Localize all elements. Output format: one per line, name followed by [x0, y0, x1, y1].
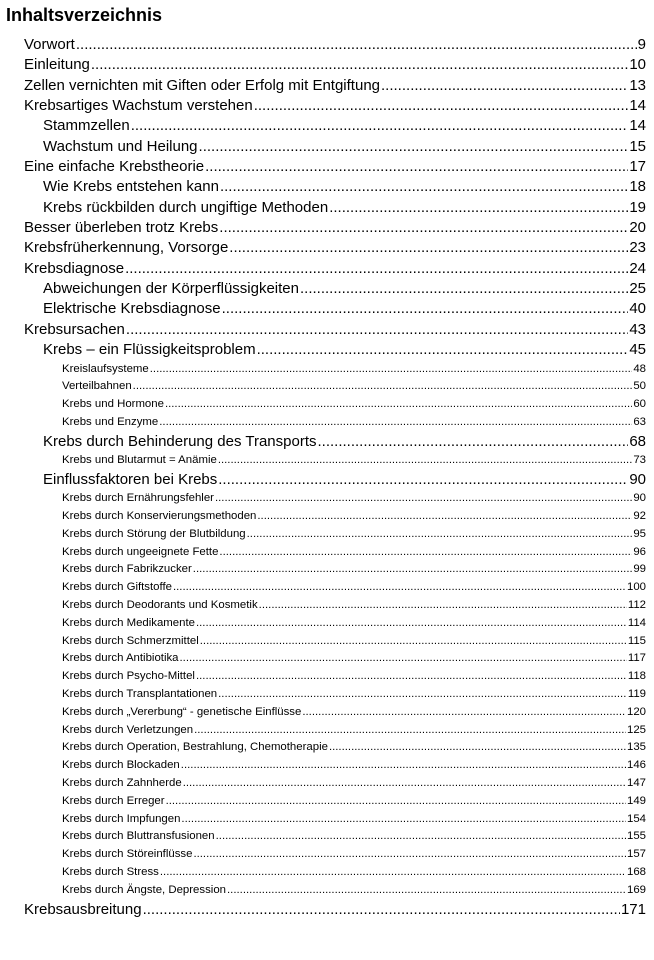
toc-entry-title: Krebs durch Behinderung des Transports: [43, 432, 317, 450]
toc-entry[interactable]: [6, 35, 646, 55]
toc-entry[interactable]: [6, 470, 646, 490]
toc-entry-page-number: 95: [633, 527, 646, 540]
toc-entry[interactable]: [6, 722, 646, 740]
toc-entry-page-number: 115: [627, 634, 646, 647]
toc-entry-page-number: 19: [629, 198, 646, 216]
toc-entry[interactable]: [6, 704, 646, 722]
toc-entry-page-number: 15: [629, 137, 646, 155]
toc-entry[interactable]: [6, 793, 646, 811]
toc-entry[interactable]: [6, 432, 646, 452]
toc-entry-page-number: 10: [629, 56, 646, 74]
dot-leader: [166, 793, 626, 811]
toc-entry[interactable]: [6, 633, 646, 651]
toc-entry-title: Krebs durch Giftstoffe: [62, 581, 172, 594]
dot-leader: [173, 579, 626, 597]
toc-entry-page-number: 73: [633, 454, 646, 467]
toc-entry[interactable]: [6, 340, 646, 360]
toc-entry-title: Krebs durch Operation, Bestrahlung, Chemotherapie: [62, 741, 328, 754]
toc-entry[interactable]: [6, 76, 646, 96]
toc-entry[interactable]: [6, 490, 646, 508]
toc-entry-page-number: 112: [627, 598, 646, 611]
toc-entry-title: Krebs durch Bluttransfusionen: [62, 830, 215, 843]
toc-entry[interactable]: [6, 116, 646, 136]
toc-entry[interactable]: [6, 828, 646, 846]
toc-entry-title: Krebs durch Blockaden: [62, 759, 180, 772]
toc-entry-title: Einleitung: [24, 56, 90, 74]
toc-list: [6, 35, 646, 920]
toc-entry[interactable]: [6, 452, 646, 470]
toc-entry-page-number: 168: [626, 865, 646, 878]
toc-entry-title: Krebs durch Transplantationen: [62, 687, 218, 700]
toc-entry-page-number: 48: [633, 362, 646, 375]
toc-entry-title: Krebs durch „Vererbung“ - genetische Einflüsse: [62, 705, 302, 718]
toc-entry-page-number: 63: [633, 415, 646, 428]
toc-entry[interactable]: [6, 55, 646, 75]
toc-entry[interactable]: [6, 198, 646, 218]
toc-entry-page-number: 9: [637, 36, 646, 53]
toc-entry-page-number: 171: [620, 900, 646, 918]
dot-leader: [218, 452, 633, 470]
dot-leader: [254, 96, 629, 116]
toc-entry[interactable]: [6, 900, 646, 920]
dot-leader: [125, 259, 628, 279]
toc-entry-title: Krebs durch Fabrikzucker: [62, 563, 192, 576]
dot-leader: [218, 686, 627, 704]
toc-entry-page-number: 45: [629, 341, 646, 359]
toc-entry[interactable]: [6, 882, 646, 900]
dot-leader: [329, 198, 628, 218]
toc-entry[interactable]: [6, 686, 646, 704]
dot-leader: [318, 432, 629, 452]
toc-entry-page-number: 92: [633, 509, 646, 522]
toc-entry-page-number: 100: [626, 581, 646, 594]
dot-leader: [222, 299, 629, 319]
dot-leader: [131, 116, 629, 136]
toc-entry-title: Krebs durch Antibiotika: [62, 652, 179, 665]
dot-leader: [219, 218, 628, 238]
dot-leader: [160, 864, 626, 882]
dot-leader: [381, 76, 628, 96]
toc-entry[interactable]: [6, 96, 646, 116]
dot-leader: [216, 828, 626, 846]
toc-entry-page-number: 114: [627, 616, 646, 629]
toc-entry-page-number: 99: [633, 563, 646, 576]
toc-entry-title: Stammzellen: [43, 117, 130, 135]
toc-entry-page-number: 146: [626, 759, 646, 772]
toc-entry-page-number: 40: [629, 300, 646, 318]
toc-entry-title: Zellen vernichten mit Giften oder Erfolg mit Entgiftung: [24, 76, 381, 94]
toc-entry-title: Krebs durch Erreger: [62, 794, 165, 807]
toc-entry[interactable]: [6, 218, 646, 238]
dot-leader: [181, 811, 626, 829]
toc-entry[interactable]: [6, 299, 646, 319]
toc-entry[interactable]: [6, 864, 646, 882]
toc-entry-page-number: 169: [626, 883, 646, 896]
dot-leader: [259, 597, 627, 615]
toc-entry[interactable]: [6, 279, 646, 299]
toc-entry-title: Krebs durch Psycho-Mittel: [62, 670, 195, 683]
toc-entry-title: Krebsfrüherkennung, Vorsorge: [24, 239, 229, 257]
dot-leader: [193, 561, 633, 579]
toc-entry[interactable]: [6, 508, 646, 526]
dot-leader: [159, 414, 632, 432]
toc-entry[interactable]: [6, 157, 646, 177]
toc-entry-title: Abweichungen der Körperflüssigkeiten: [43, 280, 299, 298]
toc-entry[interactable]: [6, 579, 646, 597]
dot-leader: [215, 490, 632, 508]
toc-entry-title: Krebs durch Konservierungsmethoden: [62, 509, 257, 522]
page-title: Inhaltsverzeichnis: [6, 5, 163, 25]
toc-entry-page-number: 90: [629, 470, 646, 488]
toc-entry-page-number: 24: [629, 259, 646, 277]
toc-entry-title: Eine einfache Krebstheorie: [24, 158, 205, 176]
toc-entry[interactable]: [6, 739, 646, 757]
dot-leader: [76, 35, 637, 55]
toc-entry-title: Einflussfaktoren bei Krebs: [43, 470, 218, 488]
toc-entry[interactable]: [6, 177, 646, 197]
toc-entry[interactable]: [6, 378, 646, 396]
toc-entry[interactable]: [6, 650, 646, 668]
dot-leader: [220, 177, 628, 197]
toc-entry-page-number: 50: [633, 380, 646, 393]
toc-entry[interactable]: [6, 561, 646, 579]
toc-entry-title: Krebs durch Störeinflüsse: [62, 848, 193, 861]
toc-entry-title: Krebsartiges Wachstum verstehen: [24, 97, 253, 115]
dot-leader: [143, 900, 620, 920]
toc-entry-title: Krebs durch Stress: [62, 865, 159, 878]
dot-leader: [133, 378, 633, 396]
dot-leader: [183, 775, 626, 793]
toc-entry-page-number: 90: [633, 492, 646, 505]
toc-entry-title: Wachstum und Heilung: [43, 137, 198, 155]
toc-entry[interactable]: [6, 137, 646, 157]
toc-entry[interactable]: [6, 320, 646, 340]
toc-entry-page-number: 119: [627, 687, 646, 700]
dot-leader: [196, 615, 627, 633]
toc-entry-title: Krebs durch Medikamente: [62, 616, 195, 629]
toc-entry[interactable]: [6, 775, 646, 793]
toc-entry-title: Krebs und Blutarmut = Anämie: [62, 454, 217, 467]
toc-entry-title: Krebs und Enzyme: [62, 415, 159, 428]
toc-entry-page-number: 43: [629, 320, 646, 338]
dot-leader: [194, 722, 626, 740]
dot-leader: [257, 340, 629, 360]
toc-entry[interactable]: [6, 597, 646, 615]
dot-leader: [219, 544, 632, 562]
toc-entry-page-number: 149: [626, 794, 646, 807]
toc-entry-title: Krebsausbreitung: [24, 900, 142, 918]
dot-leader: [193, 846, 626, 864]
toc-entry-page-number: 14: [629, 97, 646, 115]
toc-entry-title: Krebs durch Ernährungsfehler: [62, 492, 214, 505]
toc-entry-page-number: 96: [633, 545, 646, 558]
toc-entry-title: Krebs rückbilden durch ungiftige Methoden: [43, 198, 329, 216]
dot-leader: [199, 137, 629, 157]
toc-entry[interactable]: [6, 396, 646, 414]
dot-leader: [218, 470, 628, 490]
toc-entry-page-number: 20: [629, 219, 646, 237]
toc-entry-page-number: 157: [626, 848, 646, 861]
toc-entry[interactable]: [6, 544, 646, 562]
toc-entry[interactable]: [6, 846, 646, 864]
toc-entry[interactable]: [6, 361, 646, 379]
toc-entry-page-number: 17: [629, 158, 646, 176]
toc-entry-title: Krebs durch Schmerzmittel: [62, 634, 199, 647]
toc-entry-title: Krebs durch Verletzungen: [62, 723, 194, 736]
toc-entry[interactable]: [6, 811, 646, 829]
dot-leader: [180, 650, 627, 668]
toc-entry-page-number: 117: [627, 652, 646, 665]
dot-leader: [229, 238, 628, 258]
toc-entry-title: Krebs durch Deodorants und Kosmetik: [62, 598, 258, 611]
toc-entry-title: Krebs durch Störung der Blutbildung: [62, 527, 246, 540]
toc-entry-page-number: 155: [626, 830, 646, 843]
dot-leader: [227, 882, 626, 900]
toc-entry-title: Krebs und Hormone: [62, 398, 164, 411]
toc-entry[interactable]: [6, 668, 646, 686]
dot-leader: [300, 279, 628, 299]
toc-entry-page-number: 118: [627, 670, 646, 683]
toc-entry-page-number: 154: [626, 812, 646, 825]
toc-entry-title: Krebs durch ungeeignete Fette: [62, 545, 219, 558]
toc-entry[interactable]: [6, 259, 646, 279]
toc-entry-page-number: 14: [629, 117, 646, 135]
toc-entry-title: Krebsdiagnose: [24, 259, 125, 277]
toc-entry-page-number: 25: [629, 280, 646, 298]
toc-entry-title: Krebs durch Zahnherde: [62, 776, 182, 789]
toc-entry[interactable]: [6, 526, 646, 544]
toc-entry[interactable]: [6, 414, 646, 432]
toc-entry-page-number: 18: [629, 178, 646, 196]
toc-entry-page-number: 120: [626, 705, 646, 718]
dot-leader: [91, 55, 628, 75]
toc-entry-page-number: 135: [626, 741, 646, 754]
dot-leader: [329, 739, 626, 757]
toc-entry-title: Vorwort: [24, 36, 75, 53]
toc-entry-title: Krebs – ein Flüssigkeitsproblem: [43, 341, 256, 359]
dot-leader: [257, 508, 632, 526]
dot-leader: [247, 526, 633, 544]
toc-entry-page-number: 13: [629, 76, 646, 94]
toc-entry-title: Elektrische Krebsdiagnose: [43, 300, 221, 318]
toc-entry-title: Besser überleben trotz Krebs: [24, 219, 219, 237]
dot-leader: [181, 757, 626, 775]
toc-entry-title: Verteilbahnen: [62, 380, 132, 393]
toc-entry-title: Krebs durch Ängste, Depression: [62, 883, 226, 896]
dot-leader: [150, 361, 633, 379]
toc-entry-page-number: 23: [629, 239, 646, 257]
toc-entry-page-number: 60: [633, 398, 646, 411]
toc-entry[interactable]: [6, 615, 646, 633]
toc-entry[interactable]: [6, 757, 646, 775]
toc-entry-page-number: 68: [629, 432, 646, 450]
dot-leader: [205, 157, 628, 177]
dot-leader: [302, 704, 626, 722]
toc-entry-title: Krebsursachen: [24, 320, 125, 338]
dot-leader: [165, 396, 632, 414]
toc-entry-title: Krebs durch Impfungen: [62, 812, 181, 825]
dot-leader: [196, 668, 627, 686]
toc-entry-title: Wie Krebs entstehen kann: [43, 178, 219, 196]
toc-entry-page-number: 125: [626, 723, 646, 736]
toc-entry-title: Kreislaufsysteme: [62, 362, 149, 375]
dot-leader: [126, 320, 628, 340]
toc-entry-page-number: 147: [626, 776, 646, 789]
toc-entry[interactable]: [6, 238, 646, 258]
dot-leader: [200, 633, 627, 651]
